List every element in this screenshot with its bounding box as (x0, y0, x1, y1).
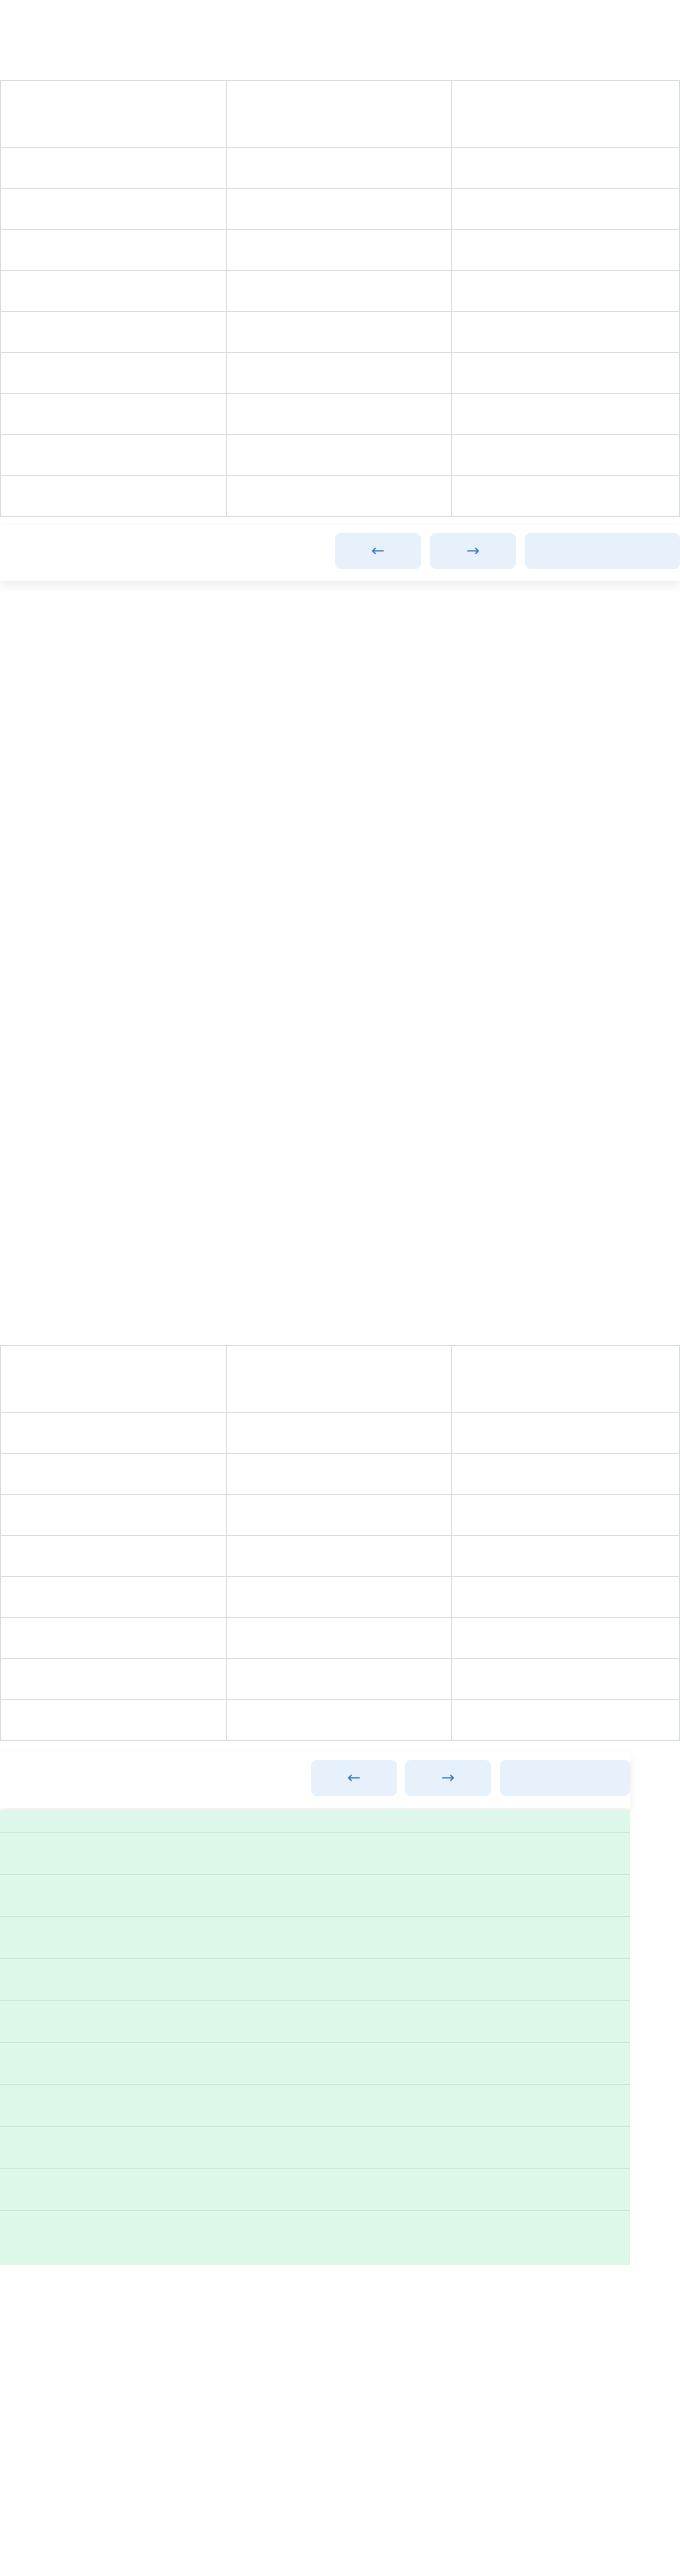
header-common (1, 1346, 227, 1413)
cell (420, 2169, 630, 2211)
cell (420, 1833, 630, 1875)
cell (226, 148, 452, 189)
cell (1, 312, 227, 353)
cell (420, 2127, 630, 2169)
table-row (0, 1917, 630, 1959)
prev-exercise-button[interactable] (335, 533, 421, 569)
cell (210, 1810, 420, 1833)
table-row (0, 2043, 630, 2085)
cell (226, 353, 452, 394)
cell (452, 230, 680, 271)
cell (452, 148, 680, 189)
table-header-row (0, 1810, 630, 1833)
table-row (0, 1833, 630, 1875)
cell (0, 2043, 210, 2085)
cell (0, 2085, 210, 2127)
table-row (1, 1536, 680, 1577)
cell (452, 1495, 680, 1536)
cell (1, 189, 227, 230)
table-row (1, 394, 680, 435)
cell (420, 1875, 630, 1917)
cell (420, 2001, 630, 2043)
cell (1, 476, 227, 517)
cell (0, 1833, 210, 1875)
cell (226, 1659, 452, 1700)
cell (210, 2169, 420, 2211)
next-exercise-button[interactable] (430, 533, 516, 569)
cell (452, 476, 680, 517)
cell (226, 1413, 452, 1454)
table-row (1, 435, 680, 476)
cell (226, 1536, 452, 1577)
table-row (1, 230, 680, 271)
cell (0, 1917, 210, 1959)
table-row (1, 271, 680, 312)
cell (452, 1536, 680, 1577)
cell (226, 1495, 452, 1536)
cell (420, 2085, 630, 2127)
cell (452, 1577, 680, 1618)
cell (226, 394, 452, 435)
cell (1, 394, 227, 435)
cell (226, 476, 452, 517)
word-groups-table-2 (0, 1345, 680, 1741)
cell (1, 230, 227, 271)
arrow-right-icon: → (466, 541, 480, 560)
table-row (0, 2085, 630, 2127)
cell (210, 2043, 420, 2085)
cell (452, 312, 680, 353)
header-common-cont (0, 1810, 210, 1833)
header-dialect (452, 81, 680, 148)
table-row (0, 1959, 630, 2001)
header-common (1, 81, 227, 148)
word-groups-table-1 (0, 80, 680, 517)
cell (210, 2127, 420, 2169)
cell (226, 1618, 452, 1659)
table-row (1, 148, 680, 189)
cell (452, 353, 680, 394)
cell (0, 2127, 210, 2169)
table-row (0, 1875, 630, 1917)
all-exercises-button-2[interactable] (500, 1760, 630, 1796)
arrow-left-icon: ← (371, 541, 385, 560)
cell (226, 189, 452, 230)
cell (1, 1618, 227, 1659)
exercise-nav-bar-2 (0, 1752, 630, 1808)
cell (452, 394, 680, 435)
cell (1, 1495, 227, 1536)
cell (1, 148, 227, 189)
table-row (0, 2127, 630, 2169)
cell (226, 435, 452, 476)
cell (226, 1700, 452, 1741)
cell (1, 1700, 227, 1741)
word-groups-table-3 (0, 1810, 630, 2211)
table-row (1, 1577, 680, 1618)
cell (452, 1659, 680, 1700)
table-row (1, 353, 680, 394)
table-row (1, 476, 680, 517)
cell (452, 189, 680, 230)
cell (1, 271, 227, 312)
cell (1, 1454, 227, 1495)
cell (420, 1810, 630, 1833)
cell (452, 1413, 680, 1454)
cell (210, 2001, 420, 2043)
cell (226, 1454, 452, 1495)
exercise-nav-bar (0, 525, 680, 581)
cell (420, 1959, 630, 2001)
cell (210, 1875, 420, 1917)
cell (420, 2043, 630, 2085)
cell (420, 1917, 630, 1959)
cell (452, 1618, 680, 1659)
table-row (0, 2001, 630, 2043)
cell (452, 1454, 680, 1495)
arrow-right-icon: → (441, 1768, 455, 1787)
cell (210, 1959, 420, 2001)
cell (452, 1700, 680, 1741)
prev-exercise-button-2[interactable] (311, 1760, 397, 1796)
table-row (1, 1413, 680, 1454)
arrow-left-icon: ← (347, 1768, 361, 1787)
table-row (0, 2169, 630, 2211)
cell (0, 2169, 210, 2211)
table-row (1, 1454, 680, 1495)
cell (226, 230, 452, 271)
header-dialect (452, 1346, 680, 1413)
cell (0, 1875, 210, 1917)
cell (210, 1833, 420, 1875)
table-row (1, 1495, 680, 1536)
cell (0, 1959, 210, 2001)
table-row (1, 1659, 680, 1700)
cell (1, 1577, 227, 1618)
table-row (1, 1618, 680, 1659)
site-header (0, 0, 680, 24)
cell (1, 353, 227, 394)
cell (1, 1536, 227, 1577)
all-exercises-button[interactable] (525, 533, 680, 569)
cell (210, 2085, 420, 2127)
cell (452, 271, 680, 312)
answers-list-1 (0, 605, 680, 607)
table-row (1, 1700, 680, 1741)
next-exercise-button-2[interactable] (405, 1760, 491, 1796)
table-header-row (1, 81, 680, 148)
table-row (1, 312, 680, 353)
cell (210, 1917, 420, 1959)
cell (226, 1577, 452, 1618)
table-row (1, 189, 680, 230)
cell (1, 1659, 227, 1700)
cell (226, 312, 452, 353)
cell (1, 1413, 227, 1454)
header-professional (226, 81, 452, 148)
table-header-row (1, 1346, 680, 1413)
cell (452, 435, 680, 476)
cell (1, 435, 227, 476)
header-professional (226, 1346, 452, 1413)
cell (0, 2001, 210, 2043)
cell (226, 271, 452, 312)
